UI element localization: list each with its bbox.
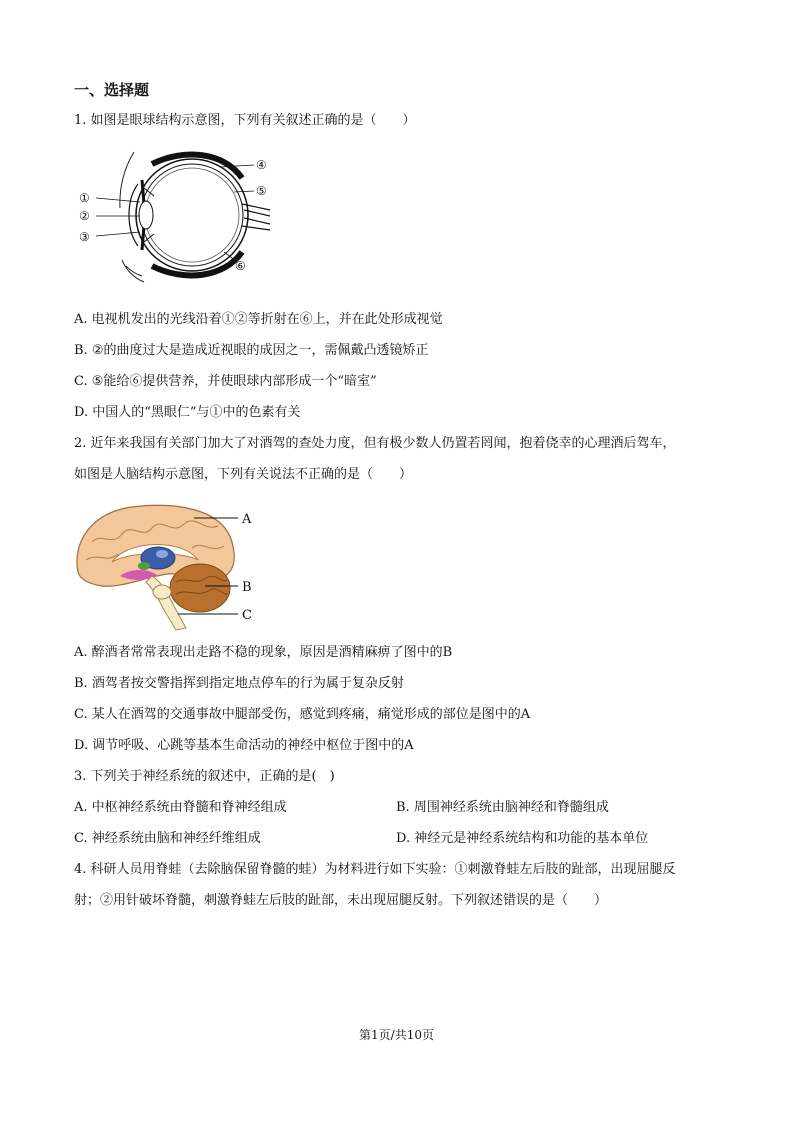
- question-3-option-c: C. 神经系统由脑和神经纤维组成: [74, 831, 261, 846]
- eye-diagram: [74, 148, 284, 286]
- question-3-option-b: B. 周围神经系统由脑神经和脊髓组成: [396, 800, 609, 815]
- question-3-option-a: A. 中枢神经系统由脊髓和脊神经组成: [74, 800, 287, 815]
- question-3-stem: 3. 下列关于神经系统的叙述中，正确的是( ): [74, 769, 335, 784]
- brain-label-a: A: [242, 512, 252, 527]
- question-2-option-c: C. 某人在酒驾的交通事故中腿部受伤，感觉到疼痛，痛觉形成的部位是图中的A: [74, 707, 531, 722]
- question-3-option-d: D. 神经元是神经系统结构和功能的基本单位: [396, 831, 649, 846]
- question-2-option-b: B. 酒驾者按交警指挥到指定地点停车的行为属于复杂反射: [74, 676, 404, 691]
- question-2-stem-line-1: 2. 近年来我国有关部门加大了对酒驾的查处力度，但有极少数人仍置若罔闻，抱着侥幸的心理酒后驾车，: [74, 436, 676, 451]
- brain-label-c: C: [242, 608, 252, 623]
- question-2-stem-line-2: 如图是人脑结构示意图，下列有关说法不正确的是（ ）: [74, 467, 413, 482]
- section-title: 一、选择题: [74, 81, 150, 99]
- question-2-option-a: A. 醉酒者常常表现出走路不稳的现象，原因是酒精麻痹了图中的B: [74, 645, 453, 660]
- eye-label-3: ③: [79, 230, 90, 244]
- brain-label-b: B: [242, 580, 252, 595]
- question-1-stem: 1. 如图是眼球结构示意图，下列有关叙述正确的是（ ）: [74, 113, 416, 128]
- page-footer: 第1页/共10页: [359, 1028, 434, 1042]
- eye-label-2: ②: [79, 209, 90, 223]
- eye-label-5: ⑤: [256, 184, 267, 198]
- eye-label-6: ⑥: [235, 259, 246, 273]
- question-1-option-b: B. ②的曲度过大是造成近视眼的成因之一，需佩戴凸透镜矫正: [74, 343, 429, 358]
- question-1-option-d: D. 中国人的“黑眼仁”与①中的色素有关: [74, 405, 301, 420]
- question-1-option-a: A. 电视机发出的光线沿着①②等折射在⑥上，并在此处形成视觉: [74, 312, 443, 327]
- question-4-stem-line-1: 4. 科研人员用脊蛙（去除脑保留脊髓的蛙）为材料进行如下实验：①刺激脊蛙左后肢的趾部，出现屈腿反: [74, 862, 676, 877]
- question-2-option-d: D. 调节呼吸、心跳等基本生命活动的神经中枢位于图中的A: [74, 738, 414, 753]
- eye-label-4: ④: [256, 158, 267, 172]
- question-1-option-c: C. ⑤能给⑥提供营养，并使眼球内部形成一个“暗室”: [74, 374, 377, 389]
- eye-label-1: ①: [79, 191, 90, 205]
- question-4-stem-line-2: 射；②用针破坏脊髓，刺激脊蛙左后肢的趾部，未出现屈腿反射。下列叙述错误的是（ ）: [74, 893, 608, 908]
- brain-diagram: [72, 502, 267, 632]
